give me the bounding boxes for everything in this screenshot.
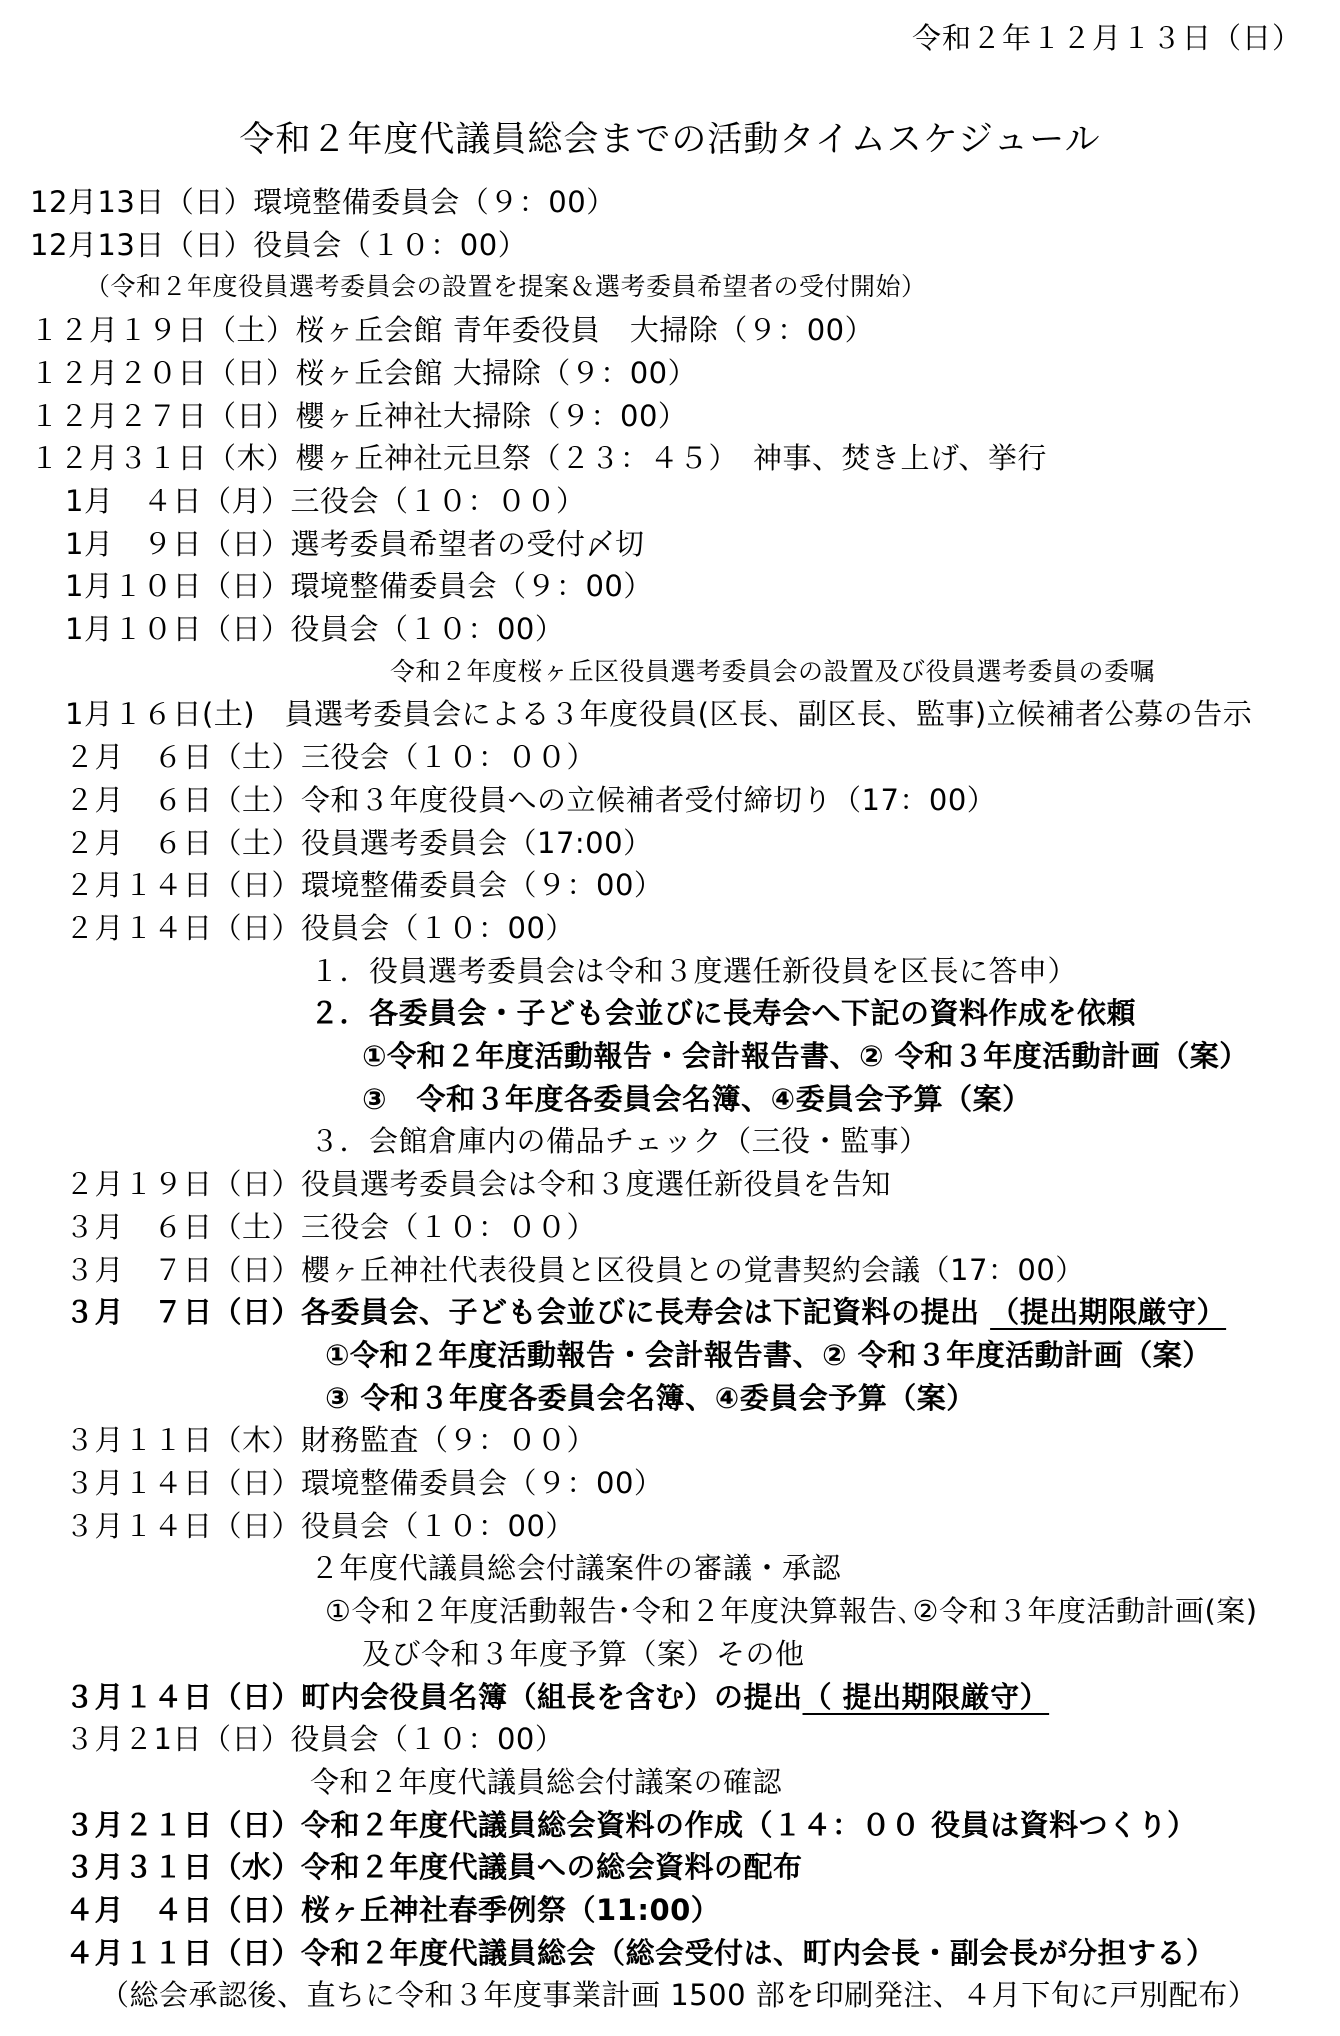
schedule-text: 1月１６日(土) 員選考委員会による３年度役員(区長、副区長、監事)立候補者公募の告示 xyxy=(65,697,1253,731)
schedule-line xyxy=(310,993,1136,1033)
schedule-line xyxy=(65,1677,1049,1717)
schedule-text: 及び令和３年度予算（案）その他 xyxy=(362,1637,805,1671)
schedule-line xyxy=(65,1719,564,1759)
schedule-text: ２月１９日（日）役員選考委員会は令和３度選任新役員を告知 xyxy=(65,1167,892,1201)
schedule-text: 令和２年度代議員総会付議案の確認 xyxy=(310,1765,783,1799)
schedule-line xyxy=(65,694,1252,734)
schedule-text: ２月 ６日（土）令和３年度役員への立候補者受付締切り（17：00） xyxy=(65,783,997,817)
schedule-line xyxy=(65,1207,596,1247)
schedule-text: 1月１０日（日）環境整備委員会（９：00） xyxy=(65,569,653,603)
schedule-text: ２月 ６日（土）三役会（１０：００） xyxy=(65,740,597,774)
schedule-text: ３月１４日（日）町内会役員名簿（組長を含む）の提出 xyxy=(65,1680,803,1714)
schedule-text: ４月１１日（日）令和２年度代議員総会（総会受付は、町内会長・副会長が分担する） xyxy=(65,1936,1216,1970)
schedule-text: 1月 ９日（日）選考委員希望者の受付〆切 xyxy=(65,527,645,561)
schedule-text: 1月１０日（日）役員会（１０：00） xyxy=(65,612,565,646)
schedule-line xyxy=(65,780,996,820)
schedule-line xyxy=(65,1933,1216,1973)
schedule-line xyxy=(65,1506,575,1546)
schedule-text: ２月１４日（日）役員会（１０：00） xyxy=(65,911,575,945)
schedule-line xyxy=(65,865,663,905)
schedule-line xyxy=(30,396,687,436)
schedule-text: １２月１９日（土）桜ヶ丘会館 青年委役員 大掃除（９：00） xyxy=(30,313,875,347)
schedule-line xyxy=(30,353,697,393)
document-date: 令和２年１２月１３日（日） xyxy=(911,21,1302,55)
schedule-text: １．役員選考委員会は令和３度選任新役員を区長に答申） xyxy=(310,954,1078,988)
schedule-text: ３月 ７日（日）各委員会、子ども会並びに長寿会は下記資料の提出 xyxy=(65,1295,991,1329)
schedule-text: 12月13日（日）役員会（１０：00） xyxy=(30,228,528,262)
schedule-line xyxy=(65,524,644,564)
schedule-line xyxy=(65,1164,891,1204)
schedule-line xyxy=(65,1463,663,1503)
schedule-line xyxy=(310,951,1077,991)
schedule-line xyxy=(325,1591,1258,1631)
schedule-line xyxy=(65,1890,720,1930)
schedule-line xyxy=(85,267,927,307)
schedule-line xyxy=(65,609,564,649)
schedule-text: １２月２０日（日）桜ヶ丘会館 大掃除（９：00） xyxy=(30,356,698,390)
schedule-line xyxy=(325,1378,976,1418)
schedule-line xyxy=(65,908,575,948)
schedule-text: ３月１１日（木）財務監査（９：００） xyxy=(65,1423,597,1457)
schedule-line xyxy=(30,182,616,222)
schedule-line xyxy=(65,1250,1085,1290)
deadline-note: （提出期限厳守） xyxy=(990,1295,1227,1329)
schedule-text: 1月 ４日（月）三役会（１０：００） xyxy=(65,484,586,518)
schedule-line xyxy=(30,310,874,350)
schedule-text: １２月２７日（日）櫻ヶ丘神社大掃除（９：00） xyxy=(30,399,688,433)
schedule-text: ③ 令和３年度各委員会名簿、④委員会予算（案） xyxy=(325,1381,976,1415)
schedule-line xyxy=(65,1292,1226,1332)
schedule-text: 令和２年度桜ヶ丘区役員選考委員会の設置及び役員選考委員の委嘱 xyxy=(390,657,1156,686)
schedule-text: ③ 令和３年度各委員会名簿、④委員会予算（案） xyxy=(362,1082,1032,1116)
schedule-line xyxy=(65,823,653,863)
schedule-line xyxy=(310,1121,929,1161)
schedule-text: ３月 ６日（土）三役会（１０：００） xyxy=(65,1210,597,1244)
schedule-text: （総会承認後、直ちに令和３年度事業計画 1500 部を印刷発注、４月下旬に戸別配布） xyxy=(100,1978,1258,2012)
schedule-text: ３月２１日（日）令和２年度代議員総会資料の作成（１４：００ 役員は資料つくり） xyxy=(65,1808,1197,1842)
schedule-line xyxy=(310,1548,841,1588)
schedule-text: ４月 ４日（日）桜ヶ丘神社春季例祭（11:00） xyxy=(65,1893,721,1927)
schedule-line xyxy=(30,438,1047,478)
schedule-line xyxy=(325,1335,1212,1375)
schedule-line xyxy=(65,1847,803,1887)
schedule-text: ①令和２年度活動報告･令和２年度決算報告､②令和３年度活動計画(案) xyxy=(325,1594,1258,1628)
schedule-line xyxy=(65,481,585,521)
schedule-text: ①令和２年度活動報告・会計報告書、② 令和３年度活動計画（案） xyxy=(325,1338,1212,1372)
schedule-text: ３月１４日（日）環境整備委員会（９：00） xyxy=(65,1466,664,1500)
schedule-line xyxy=(362,1634,805,1674)
deadline-note: （ 提出期限厳守） xyxy=(802,1680,1050,1714)
schedule-line xyxy=(100,1975,1257,2015)
schedule-text: 12月13日（日）環境整備委員会（９：00） xyxy=(30,185,616,219)
schedule-line xyxy=(65,1805,1197,1845)
schedule-line xyxy=(362,1036,1249,1076)
document-title: 令和２年度代議員総会までの活動タイムスケジュール xyxy=(239,120,1101,160)
schedule-text: ２年度代議員総会付議案件の審議・承認 xyxy=(310,1551,842,1585)
schedule-text: ①令和２年度活動報告・会計報告書、② 令和３年度活動計画（案） xyxy=(362,1039,1249,1073)
schedule-line xyxy=(362,1079,1032,1119)
schedule-text: ３月 ７日（日）櫻ヶ丘神社代表役員と区役員との覚書契約会議（17：00） xyxy=(65,1253,1085,1287)
schedule-text: １２月３１日（木）櫻ヶ丘神社元旦祭（２３：４５） 神事、焚き上げ、挙行 xyxy=(30,441,1047,475)
schedule-line xyxy=(310,1762,782,1802)
schedule-line xyxy=(65,566,653,606)
schedule-line xyxy=(65,1420,596,1460)
schedule-text: ２月１４日（日）環境整備委員会（９：00） xyxy=(65,868,664,902)
schedule-line xyxy=(65,737,596,777)
schedule-text: ３月３１日（水）令和２年度代議員への総会資料の配布 xyxy=(65,1850,803,1884)
schedule-line xyxy=(390,652,1155,692)
schedule-text: （令和２年度役員選考委員会の設置を提案＆選考委員希望者の受付開始） xyxy=(85,272,927,301)
schedule-text: ３．会館倉庫内の備品チェック（三役・監事） xyxy=(310,1124,929,1158)
schedule-text: ３月２1日（日）役員会（１０：00） xyxy=(65,1722,565,1756)
schedule-text: ２月 ６日（土）役員選考委員会（17:00） xyxy=(65,826,653,860)
schedule-line xyxy=(30,225,527,265)
schedule-text: ３月１４日（日）役員会（１０：00） xyxy=(65,1509,575,1543)
schedule-text: ２．各委員会・子ども会並びに長寿会へ下記の資料作成を依頼 xyxy=(310,996,1137,1030)
